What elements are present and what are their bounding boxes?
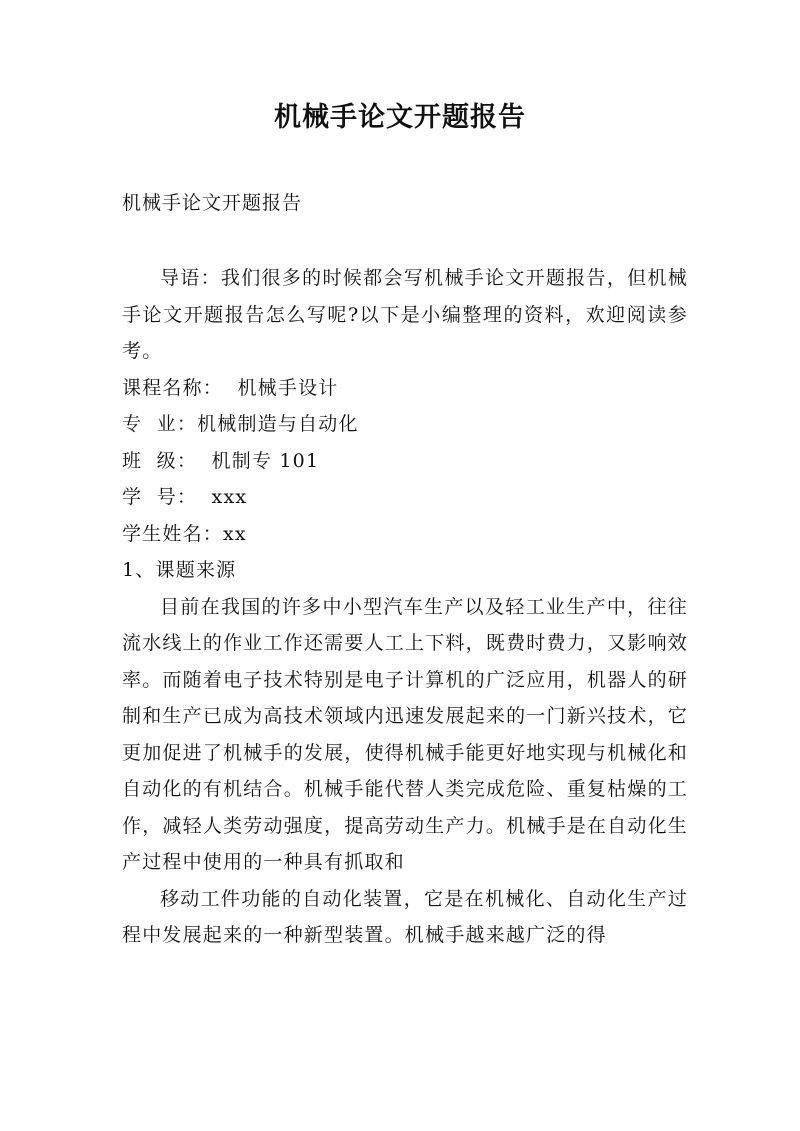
intro-paragraph: 导语：我们很多的时候都会写机械手论文开题报告，但机械手论文开题报告怎么写呢?以下是小编整理的资料，欢迎阅读参考。	[122, 267, 688, 362]
field-student-id: 学 号： xxx	[122, 486, 248, 508]
document-title: 机械手论文开题报告	[274, 102, 526, 133]
body-paragraph-1: 目前在我国的许多中小型汽车生产以及轻工业生产中，往往流水线上的作业工作还需要人工上下料，既费时费力，又影响效率。而随着电子技术特别是电子计算机的广泛应用，机器人的研制和生产已成为高技术领域内迅速发展起来的一门新兴技术，它更加促进了机械手的发展，使得机械手能更好地实现与机械化和自动化的有机结合。机械手能代替人类完成危险、重复枯燥的工作，减轻人类劳动强度，提高劳动生产力。机械手是在自动化生产过程中使用的一种具有抓取和	[122, 595, 688, 873]
document-body	[122, 260, 688, 954]
document-subtitle: 机械手论文开题报告	[122, 192, 303, 214]
section-heading-source: 1、课题来源	[122, 559, 237, 581]
field-student-name: 学生姓名：xx	[122, 522, 247, 545]
field-course-name: 课程名称： 机械手设计	[122, 376, 339, 399]
field-class: 班 级： 机制专 101	[122, 449, 320, 472]
field-major: 专 业：机械制造与自动化	[122, 413, 359, 435]
body-paragraph-2: 移动工件功能的自动化装置，它是在机械化、自动化生产过程中发展起来的一种新型装置。机械手越来越广泛的得	[122, 887, 688, 946]
